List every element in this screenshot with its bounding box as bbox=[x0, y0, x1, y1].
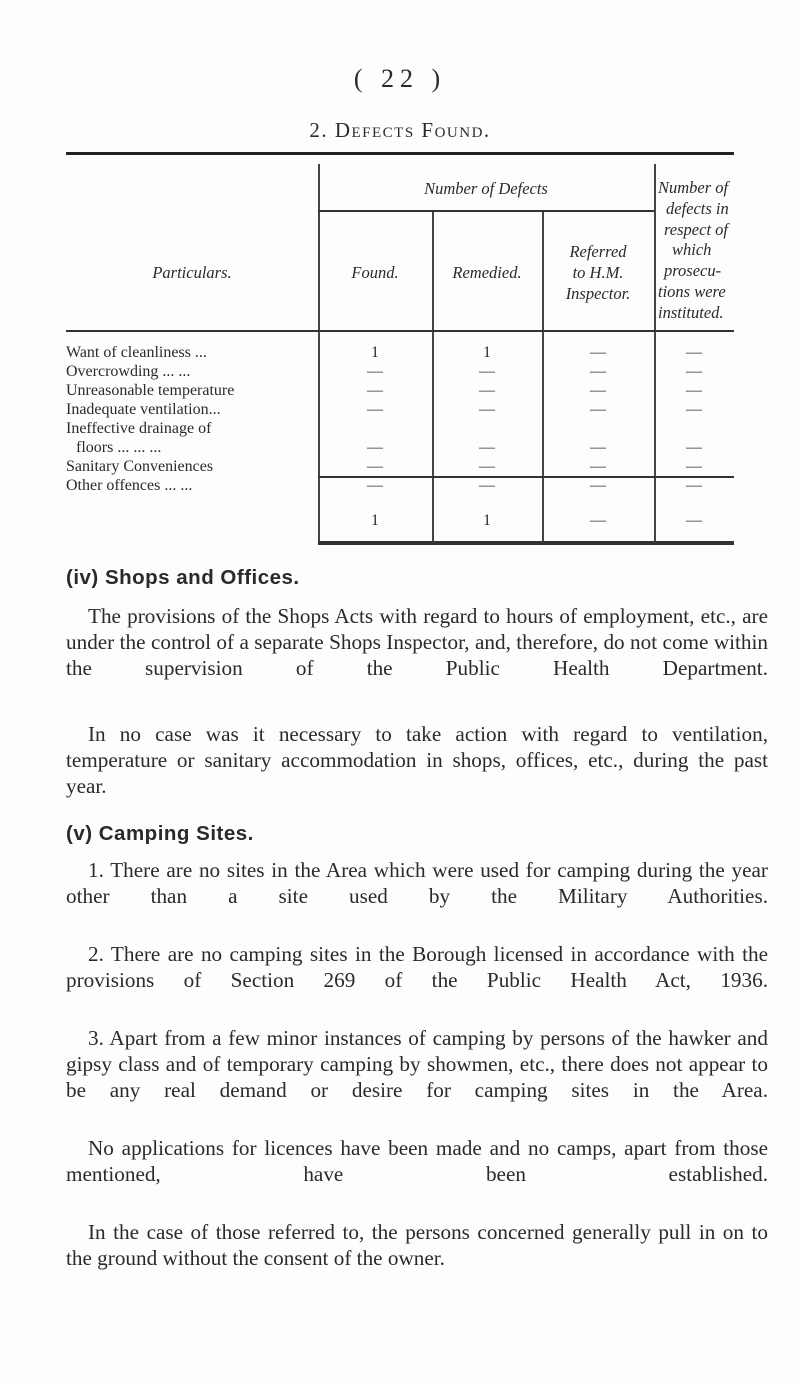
section-title: 2. Defects Found. bbox=[309, 118, 491, 142]
table-top-rule bbox=[66, 152, 734, 155]
header-referred: Referred to H.M. Inspector. bbox=[565, 242, 631, 303]
paragraph: 2. There are no camping sites in the Borough licensed in accordance with the provisions of Section 269 of the Public Health Act, 1936. bbox=[66, 942, 768, 992]
shops-heading: (iv) Shops and Offices. bbox=[66, 566, 300, 589]
shops-section bbox=[66, 603, 768, 825]
camping-section bbox=[66, 857, 768, 1271]
paragraph: No applications for licences have been made and no camps, apart from those mentioned, have been established. bbox=[66, 1136, 768, 1186]
paragraph: In the case of those referred to, the persons concerned generally pull in on to the ground without the consent of the owner. bbox=[66, 1220, 768, 1270]
table-bottom-rule bbox=[318, 541, 734, 545]
paragraph: 3. Apart from a few minor instances of camping by persons of the hawker and gipsy class and of temporary camping by showmen, etc., there does not appear to be any real demand or desire for camping sites in the Area. bbox=[66, 1026, 768, 1102]
header-remedied: Remedied. bbox=[452, 263, 522, 282]
header-bottom-rule bbox=[66, 330, 734, 332]
defects-table: Number of Defects Particulars. Found. Remedied. Referred to H.M. Inspector. Number of defects in respect of which prosecu- tions were instituted. Want of cleanliness ... 1 1 — — Overcrowding ... ... — — — — Unreasonable temperature — — — — Inadequate ventilation... — — — — Ineffective drainage of floors ... ... ... — — — — Sanitary Conveniences — — — — Other offences ... ... — — — — 1 1 — — bbox=[66, 152, 734, 544]
page-number: ( 22 ) bbox=[353, 64, 447, 93]
header-found: Found. bbox=[351, 263, 399, 282]
group-header: Number of Defects bbox=[424, 179, 548, 198]
header-particulars: Particulars. bbox=[152, 263, 232, 282]
camping-heading: (v) Camping Sites. bbox=[66, 822, 254, 845]
group-header-rule bbox=[318, 210, 654, 212]
paragraph: In no case was it necessary to take action with regard to ventilation, temperature or sanitary accommodation in shops, offices, etc., during the past year. bbox=[66, 722, 768, 798]
paragraph: 1. There are no sites in the Area which were used for camping during the year other than a site used by the Military Authorities. bbox=[66, 858, 768, 908]
header-prosecutions: Number of defects in respect of which prosecu- tions were instituted. bbox=[658, 178, 729, 322]
paragraph: The provisions of the Shops Acts with regard to hours of employment, etc., are under the control of a separate Shops Inspector, and, therefore, do not come within the supervision of the Public Health Department. bbox=[66, 604, 768, 680]
